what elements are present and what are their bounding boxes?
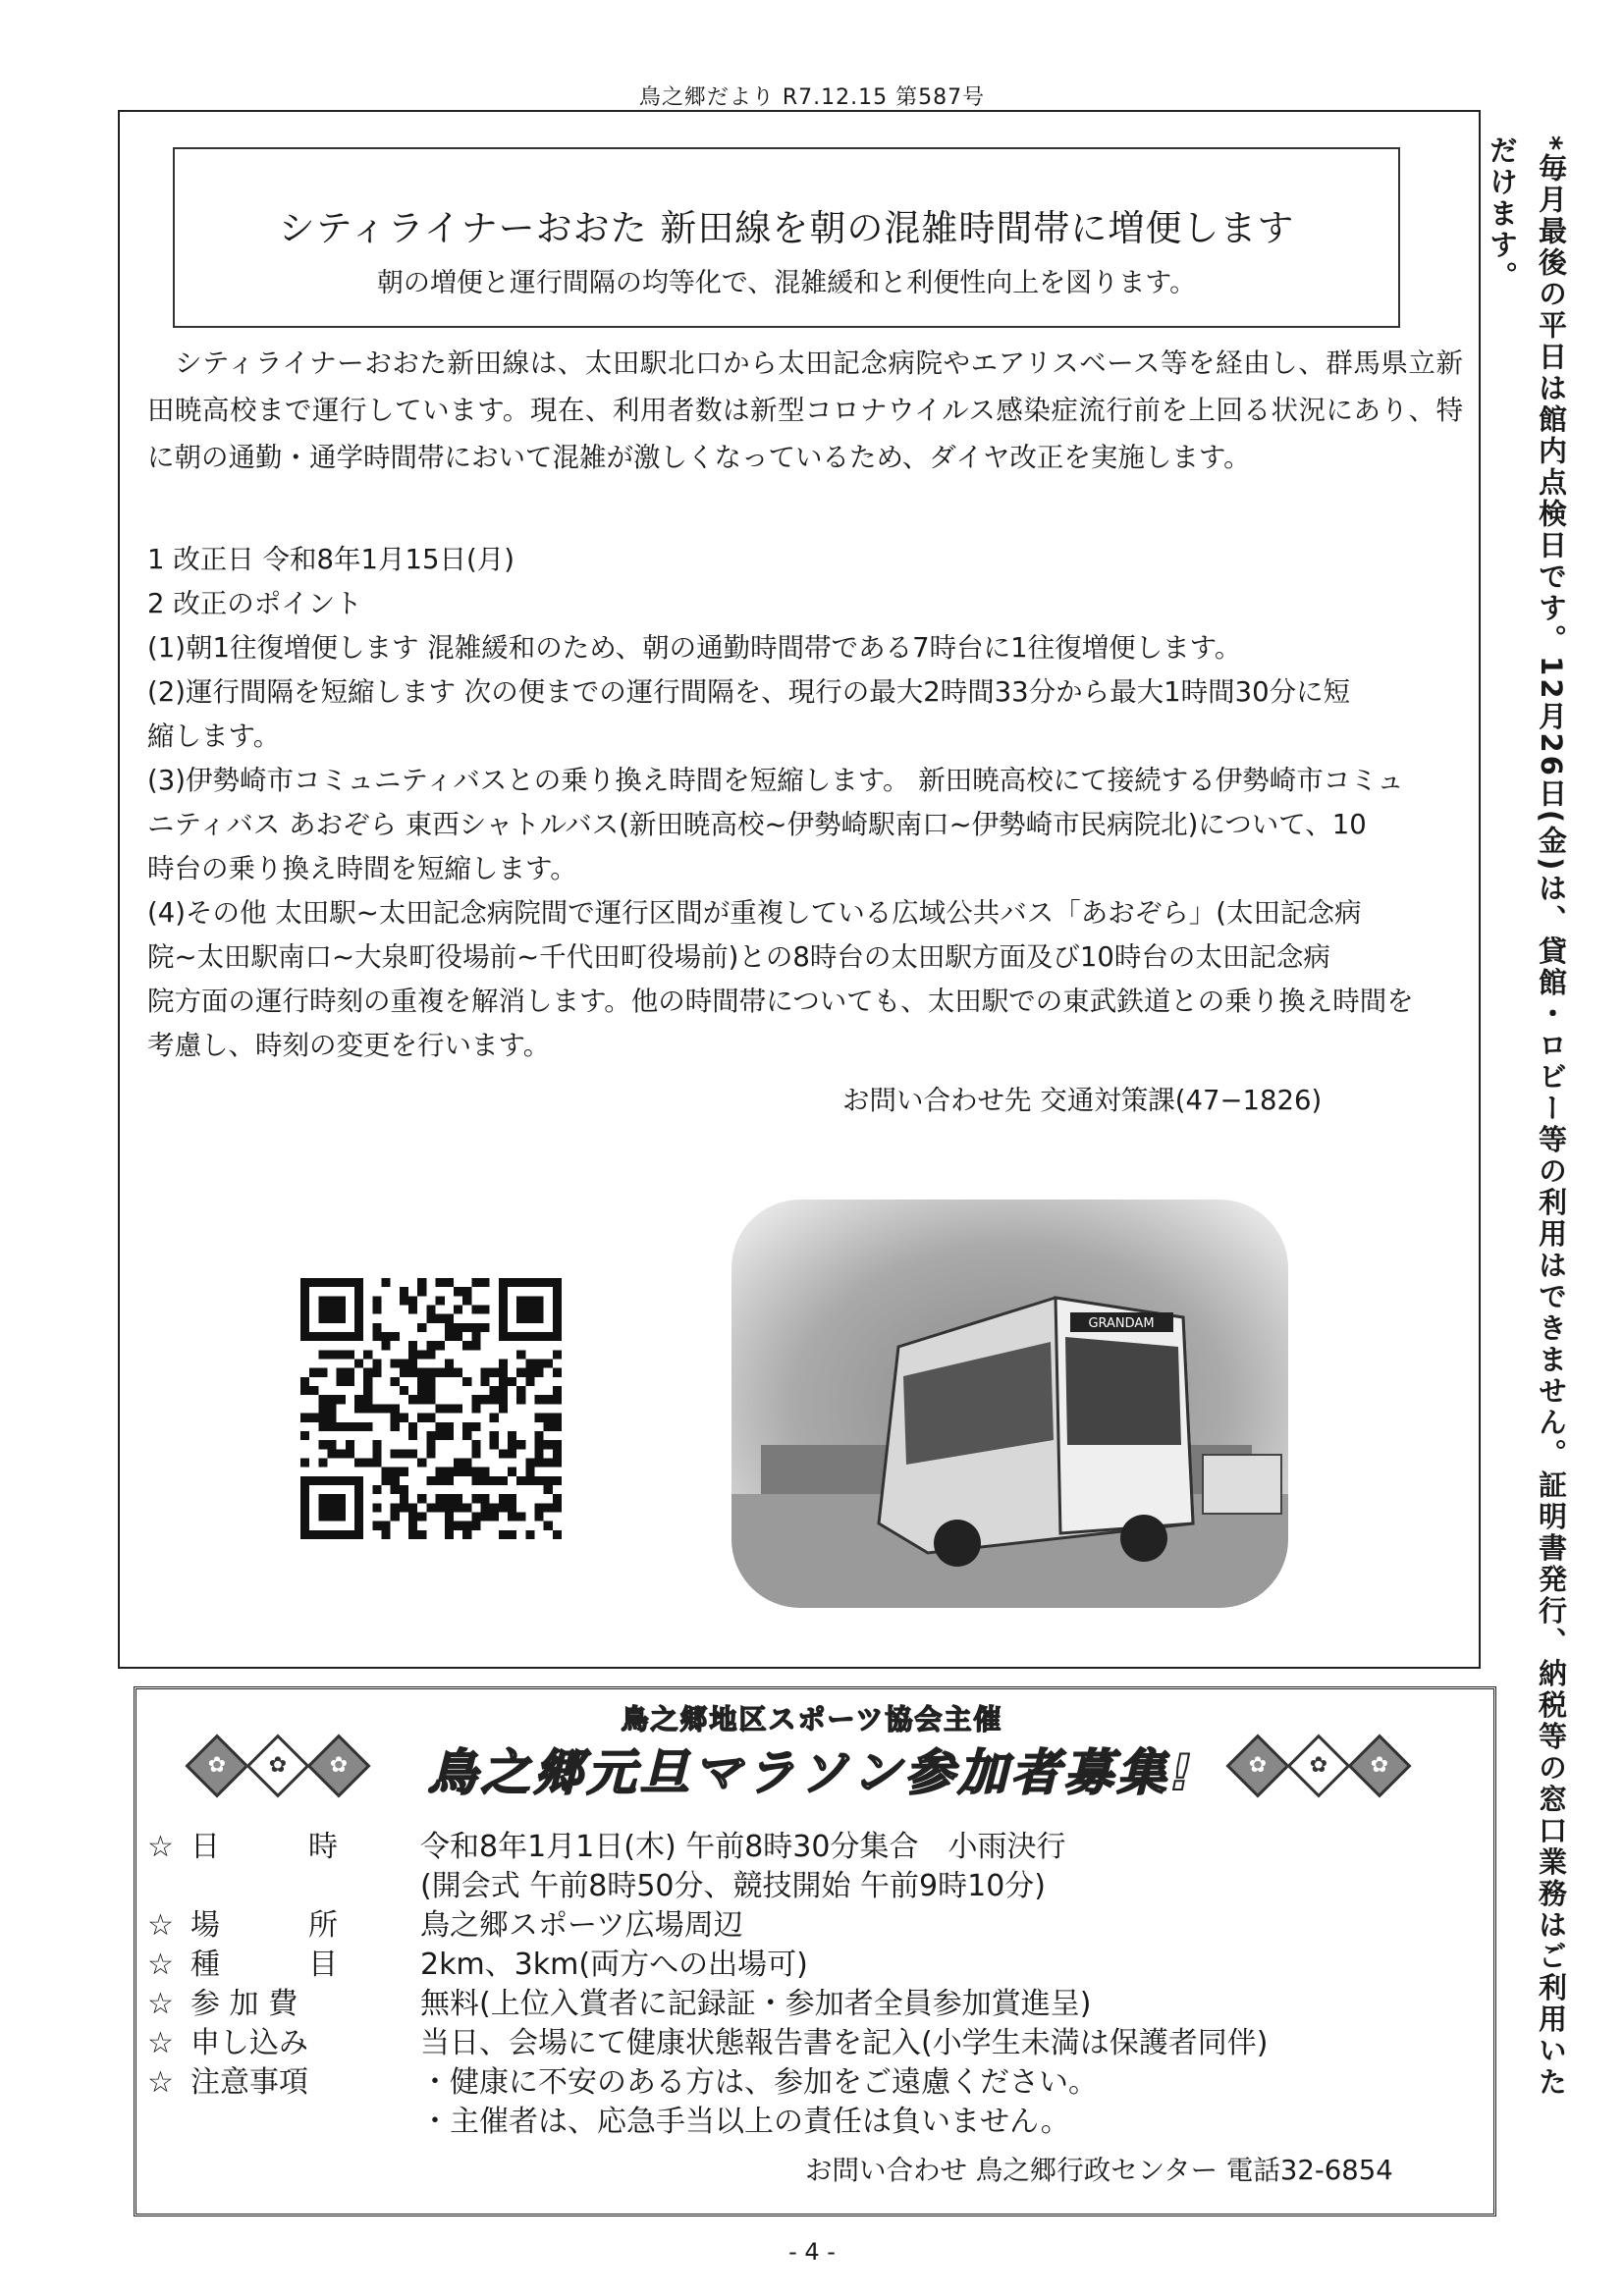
info-row-date-detail	[147, 1861, 1046, 1904]
revision-points	[147, 538, 1463, 1068]
plum-icon: ✿	[1347, 1734, 1411, 1797]
point-line: (4)その他 太田駅~太田記念病院間で運行区間が重複している広域公共バス「あおぞら」(太田記念病	[147, 897, 1362, 929]
star-icon: ☆	[147, 1987, 174, 2021]
info-value: 鳥之郷スポーツ広場周辺	[420, 1908, 743, 1943]
page-number: - 4 -	[788, 2238, 836, 2266]
info-row-notes	[147, 2057, 1098, 2101]
star-icon: ☆	[147, 2065, 174, 2100]
info-row-application	[147, 2018, 1268, 2061]
plum-icon: ✿	[1225, 1734, 1289, 1797]
info-value: (開会式 午前8時50分、競技開始 午前9時10分)	[420, 1869, 1047, 1903]
qr-code[interactable]	[300, 1278, 562, 1539]
star-icon: ☆	[147, 1830, 174, 1864]
plum-icon: ✿	[185, 1734, 248, 1797]
plum-icon: ✿	[245, 1734, 309, 1797]
star-icon: ☆	[147, 2026, 174, 2060]
intro-line: 田暁高校まで運行しています。現在、利用者数は新型コロナウイルス感染症流行前を上回る状況にあり、特	[147, 395, 1463, 426]
bus-photo	[731, 1200, 1288, 1608]
info-value: 当日、会場にて健康状態報告書を記入(小学生未満は保護者同伴)	[420, 2026, 1269, 2060]
article-subtitle: 朝の増便と運行間隔の均等化で、混雑緩和と利便性向上を図ります。	[376, 268, 1197, 298]
info-label: 種 目	[190, 1948, 338, 1982]
info-label: 参 加 費	[190, 1987, 298, 2021]
info-row-fee	[147, 1979, 1091, 2022]
info-label: 日 時	[190, 1830, 338, 1864]
point-line: (3)伊勢崎市コミュニティバスとの乗り換え時間を短縮します。 新田暁高校にて接続する伊勢崎市コミュ	[147, 765, 1404, 796]
marathon-title: 鳥之郷元旦マラソン参加者募集!	[427, 1744, 1197, 1801]
star-icon: ☆	[147, 1908, 174, 1943]
point-line: (2)運行間隔を短縮します 次の便までの運行間隔を、現行の最大2時間33分から最大1時間30分に短	[147, 676, 1351, 708]
point-line: 1 改正日 令和8年1月15日(月)	[147, 544, 514, 575]
intro-line: シティライナーおおた新田線は、太田駅北口から太田記念病院やエアリスベース等を経由し、群馬県立新	[175, 347, 1463, 379]
article-title: シティライナーおおた 新田線を朝の混雑時間帯に増便します	[278, 207, 1295, 249]
point-line: 院~太田駅南口~大泉町役場前~千代田町役場前)との8時台の太田駅方面及び10時台の太田記念病	[147, 941, 1330, 973]
point-line: 時台の乗り換え時間を短縮します。	[147, 853, 577, 884]
star-icon: ☆	[147, 1948, 174, 1982]
info-value: ・健康に不安のある方は、参加をご遠慮ください。	[420, 2065, 1098, 2100]
info-row-place	[147, 1900, 743, 1944]
marathon-organizer: 鳥之郷地区スポーツ協会主催	[621, 1703, 1003, 1735]
plum-icon: ✿	[1286, 1734, 1350, 1797]
newsletter-header: 鳥之郷だより R7.12.15 第587号	[638, 85, 986, 110]
point-line: 院方面の運行時刻の重複を解消します。他の時間帯についても、太田駅での東武鉄道との乗り換え時間を	[147, 986, 1414, 1017]
article-title-box	[173, 147, 1400, 328]
info-value: 令和8年1月1日(木) 午前8時30分集合 小雨決行	[420, 1830, 1066, 1864]
info-row-date	[147, 1822, 1065, 1865]
info-value: 無料(上位入賞者に記録証・参加者全員参加賞進呈)	[420, 1987, 1092, 2021]
point-line: 縮します。	[147, 721, 281, 752]
traffic-contact: お問い合わせ先 交通対策課(47−1826)	[842, 1085, 1323, 1116]
point-line: ニティバス あおぞら 東西シャトルバス(新田暁高校~伊勢崎駅南口~伊勢崎市民病院北)について、10	[147, 809, 1367, 840]
info-label: 場 所	[190, 1908, 338, 1943]
info-row-notes-2	[147, 2097, 1070, 2140]
bus-route-sign: GRANDAM	[1088, 1316, 1155, 1331]
point-line: 2 改正のポイント	[147, 588, 362, 619]
point-line: 考慮し、時刻の変更を行います。	[147, 1030, 551, 1061]
marathon-contact: お問い合わせ 鳥之郷行政センター 電話32-6854	[805, 2155, 1393, 2186]
info-value: ・主催者は、応急手当以上の責任は負いません。	[420, 2105, 1070, 2139]
intro-line: に朝の通勤・通学時間帯において混雑が激しくなっているため、ダイヤ改正を実施します。	[147, 442, 1251, 473]
bus-illustration	[731, 1200, 1288, 1608]
info-label: 申し込み	[190, 2026, 308, 2060]
article-intro	[147, 340, 1463, 481]
info-value: 2km、3km(両方への出場可)	[420, 1948, 808, 1982]
info-label: 注意事項	[190, 2065, 308, 2100]
info-row-events	[147, 1940, 808, 1983]
side-notice: *毎月最後の平日は館内点検日です。12月26日(金)は、貸館・ロビー等の利用はできません。証明書発行、納税等の窓口業務はご利用いただけます。	[1486, 135, 1568, 2099]
plum-icon: ✿	[306, 1734, 370, 1797]
point-line: (1)朝1往復増便します 混雑緩和のため、朝の通勤時間帯である7時台に1往復増便します。	[147, 632, 1242, 664]
